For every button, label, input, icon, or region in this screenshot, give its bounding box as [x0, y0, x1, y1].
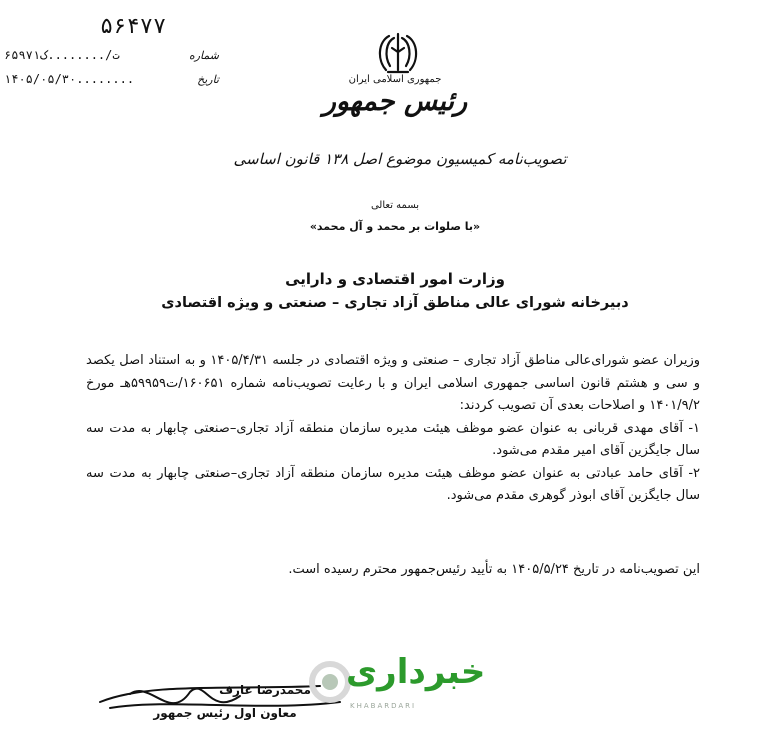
body-item-1: ۱- آقای مهدی قربانی به عنوان عضو موظف هیئت مدیره سازمان منطقه آزاد تجاری–صنعتی چابهار به مدت سه سال جایگزین آقای امیر مقدم می‌شود. [86, 420, 700, 458]
site-watermark [300, 652, 486, 722]
salawat: «با صلوات بر محمد و آل محمد» [309, 220, 481, 233]
recipient-secretariat: دبیرخانه شورای عالی مناطق آزاد تجاری – صنعتی و ویژه اقتصادی [161, 295, 629, 311]
signer-name: محمدرضا عارف [219, 683, 311, 697]
closing-line: این تصویب‌نامه در تاریخ ۱۴۰۵/۵/۲۴ به تأیید رئیس‌جمهور محترم رسیده است. [288, 562, 700, 577]
number-value: ۶۵۹۷۱ت/........ک [4, 48, 120, 62]
iran-emblem-icon [372, 30, 424, 76]
body-intro: وزیران عضو شورای‌عالی مناطق آزاد تجاری – صنعتی و ویژه اقتصادی در جلسه ۱۴۰۵/۴/۳۱ و به استناد اصل یکصد و سی و هشتم قانون اساسی جمهوری اسلامی ایران و با رعایت تصویب‌نامه شماره ۱۶۰۶۵۱/ت۵۹۹۵۹هـ مورخ ۱۴۰۱/۹/۲ و اصلاحات بعدی آن تصویب کردند: [86, 353, 700, 413]
recipient-ministry: وزارت امور اقتصادی و دارایی [285, 270, 505, 288]
letter-serial-number: ۵۶۴۷۷ [100, 14, 167, 39]
basmala: بسمه تعالی [370, 200, 420, 211]
number-label: شماره [188, 49, 219, 62]
letter-body [86, 350, 700, 508]
approval-line: تصویب‌نامه کمیسیون موضوع اصل ۱۳۸ قانون اساسی [233, 150, 567, 168]
number-row [4, 48, 219, 62]
date-value: ۱۴۰۵/۰۵/۳۰........ [4, 72, 135, 86]
date-label: تاریخ [197, 73, 219, 86]
watermark-text: خبرداری [346, 652, 486, 692]
date-row [4, 72, 219, 86]
body-item-2: ۲- آقای حامد عبادتی به عنوان عضو موظف هیئت مدیره سازمان منطقه آزاد تجاری–صنعتی چابهار به مدت سه سال جایگزین آقای ابوذر گوهری مقدم می‌شود. [86, 465, 700, 503]
office-title: رئیس جمهور [322, 86, 468, 117]
watermark-subtext: KHABARDARI [350, 702, 417, 710]
country-name: جمهوری اسلامی ایران [348, 74, 442, 85]
signer-title: معاون اول رئیس جمهور [153, 706, 297, 720]
